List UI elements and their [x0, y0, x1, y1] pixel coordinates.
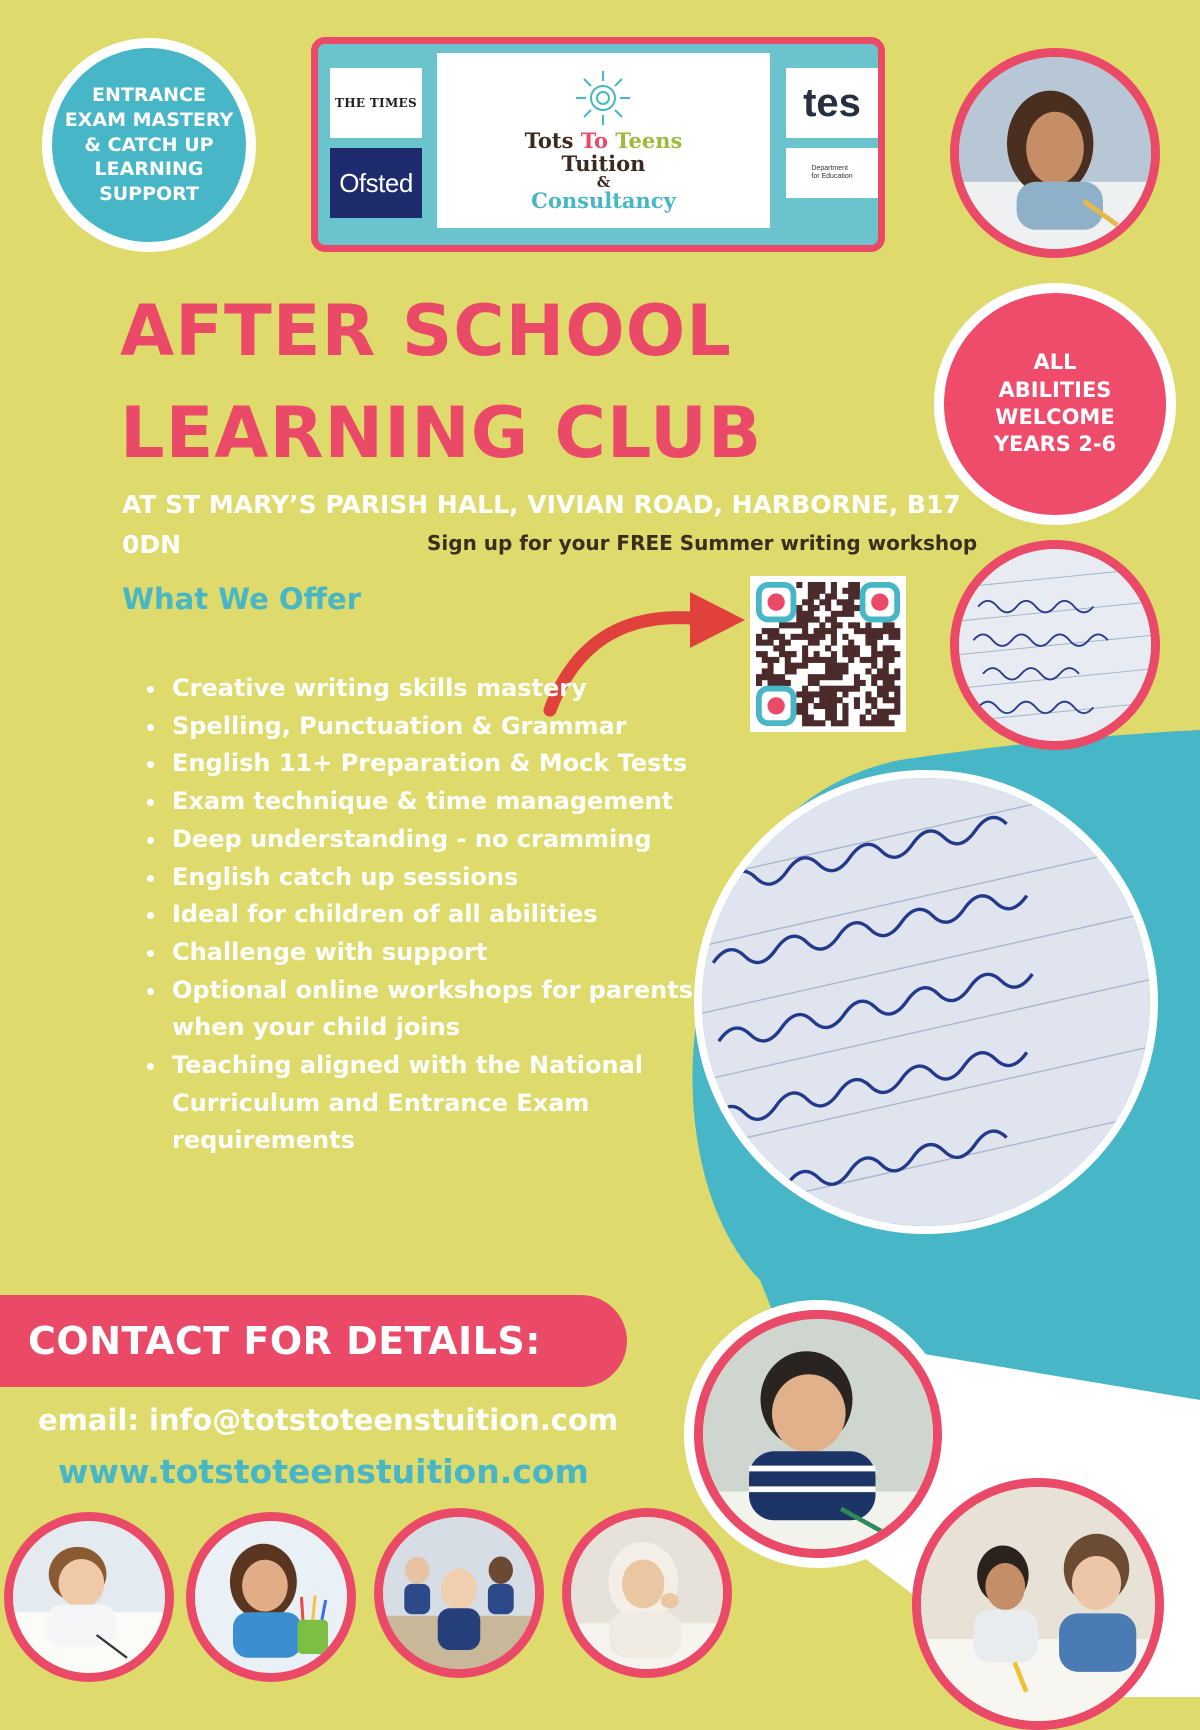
offer-heading: What We Offer: [122, 582, 361, 616]
offer-item: • Deep understanding - no cramming: [168, 821, 728, 859]
title-line-1: AFTER SCHOOL: [120, 290, 732, 372]
offer-item: • Ideal for children of all abilities: [168, 896, 728, 934]
page-title: [120, 280, 762, 484]
signup-text: Sign up for your FREE Summer writing workshop: [427, 531, 978, 555]
boy-writing-photo: [694, 1310, 942, 1558]
title-line-2: LEARNING CLUB: [120, 392, 763, 474]
brand-consultancy: Consultancy: [531, 188, 676, 214]
the-times-logo: [330, 68, 422, 138]
exam-mastery-badge: [42, 38, 256, 252]
tes-text: tes: [803, 80, 861, 125]
contact-banner: [0, 1295, 627, 1387]
signup-qr-code[interactable]: [750, 576, 906, 732]
brand-ampersand: &: [596, 172, 611, 191]
classroom-children-photo: [912, 1478, 1164, 1730]
offer-list: [140, 670, 728, 1160]
department-for-education-logo: [786, 148, 878, 198]
tes-logo: [786, 68, 878, 138]
venue-address: AT ST MARY’S PARISH HALL, VIVIAN ROAD, HARBORNE, B17 0DN: [122, 490, 961, 559]
dfe-text: Department for Education: [811, 165, 853, 180]
brand-to: To: [580, 128, 616, 154]
brand-line-1: [525, 130, 683, 152]
brand-tots: Tots: [524, 128, 581, 154]
tots-to-teens-logo: [437, 53, 770, 228]
brand-tuition: Tuition: [561, 150, 646, 176]
sun-spiral-icon: [573, 69, 633, 127]
offer-item: • Spelling, Punctuation & Grammar: [168, 708, 728, 746]
ofsted-logo: [330, 148, 422, 218]
offer-item: • Creative writing skills mastery: [168, 670, 728, 708]
ofsted-text: Ofsted: [339, 167, 413, 198]
handwriting-closeup-photo: [950, 540, 1160, 750]
girl-writing-photo: [950, 48, 1160, 258]
offer-item: • Teaching aligned with the National Curriculum and Entrance Exam requirements: [168, 1047, 728, 1160]
contact-label: CONTACT FOR DETAILS:: [28, 1319, 541, 1363]
girl-in-headscarf-photo: [562, 1508, 732, 1678]
students-in-class-photo: [374, 1508, 544, 1678]
offer-item: • English 11+ Preparation & Mock Tests: [168, 745, 728, 783]
boy-studying-photo: [4, 1512, 174, 1682]
contact-email[interactable]: email: info@totstoteenstuition.com: [38, 1403, 619, 1437]
brand-teens: Teens: [615, 128, 683, 154]
exam-mastery-badge-text: ENTRANCE EXAM MASTERY & CATCH UP LEARNING SUPPORT: [64, 84, 234, 206]
offer-item: • Optional online workshops for parents when your child joins: [168, 972, 728, 1047]
offer-item: • Exam technique & time management: [168, 783, 728, 821]
offer-item: • English catch up sessions: [168, 859, 728, 897]
offer-item: • Challenge with support: [168, 934, 728, 972]
qr-code-icon: [750, 576, 906, 732]
handwriting-large-photo: [694, 770, 1158, 1234]
contact-website-link[interactable]: www.totstoteenstuition.com: [58, 1452, 589, 1491]
all-abilities-badge-text: ALL ABILITIES WELCOME YEARS 2-6: [993, 350, 1117, 457]
logo-panel: [311, 37, 885, 252]
girl-with-pencils-photo: [186, 1512, 356, 1682]
the-times-text: THE TIMES: [335, 96, 417, 110]
